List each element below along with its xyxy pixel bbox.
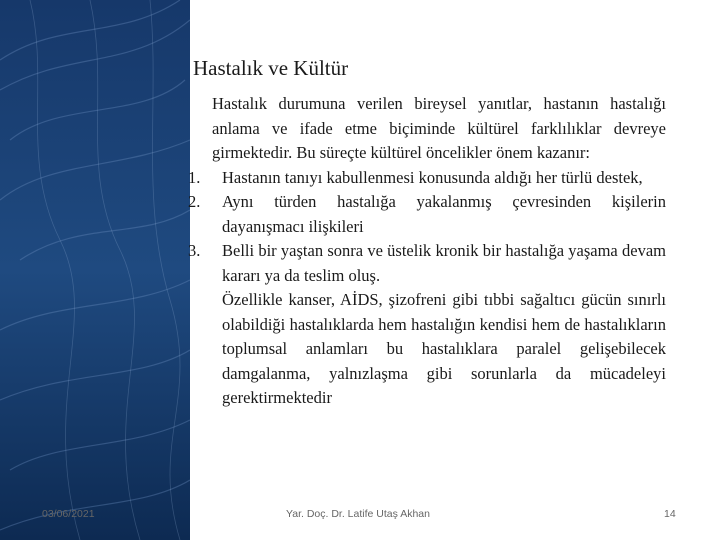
note-paragraph: Özellikle kanser, AİDS, şizofreni gibi tıbbi sağaltıcı gücün sınırlı olabildiği hastalıklarda hem hastalığın kendisi hem de hastalıkların toplumsal anlamları bu hastalıklara paralel gelişebilecek damgalanma, yalnızlaşma gibi sorunlarla da mücadeleyi gerektirmektedir	[222, 290, 666, 407]
list-item	[188, 190, 666, 239]
page-number: 14	[664, 508, 676, 520]
decorative-side-panel	[0, 0, 190, 540]
list-text: Hastanın tanıyı kabullenmesi konusunda aldığı her türlü destek,	[222, 167, 643, 187]
footer-date: 03/06/2021	[42, 508, 95, 520]
footer-author: Yar. Doç. Dr. Latife Utaş Akhan	[286, 508, 430, 520]
intro-paragraph: Hastalık durumuna verilen bireysel yanıtlar, hastanın hastalığı anlama ve ifade etme biçiminde kültürel farklılıklar devreye girmektedir. Bu süreçte kültürel öncelikler önem kazanır:	[212, 94, 666, 162]
list-number: 3.	[188, 241, 201, 260]
swirl-pattern-icon	[0, 0, 190, 540]
slide-body	[188, 92, 666, 411]
list-item	[188, 166, 666, 191]
list-item	[188, 239, 666, 288]
list-number: 2.	[188, 192, 201, 211]
list-text: Aynı türden hastalığa yakalanmış çevresinden kişilerin dayanışmacı ilişkileri	[222, 192, 666, 236]
list-text: Belli bir yaştan sonra ve üstelik kronik bir hastalığa yaşama devam kararı ya da teslim oluş.	[222, 241, 666, 285]
list-number: 1.	[188, 167, 201, 187]
slide-title: Hastalık ve Kültür	[193, 56, 349, 80]
